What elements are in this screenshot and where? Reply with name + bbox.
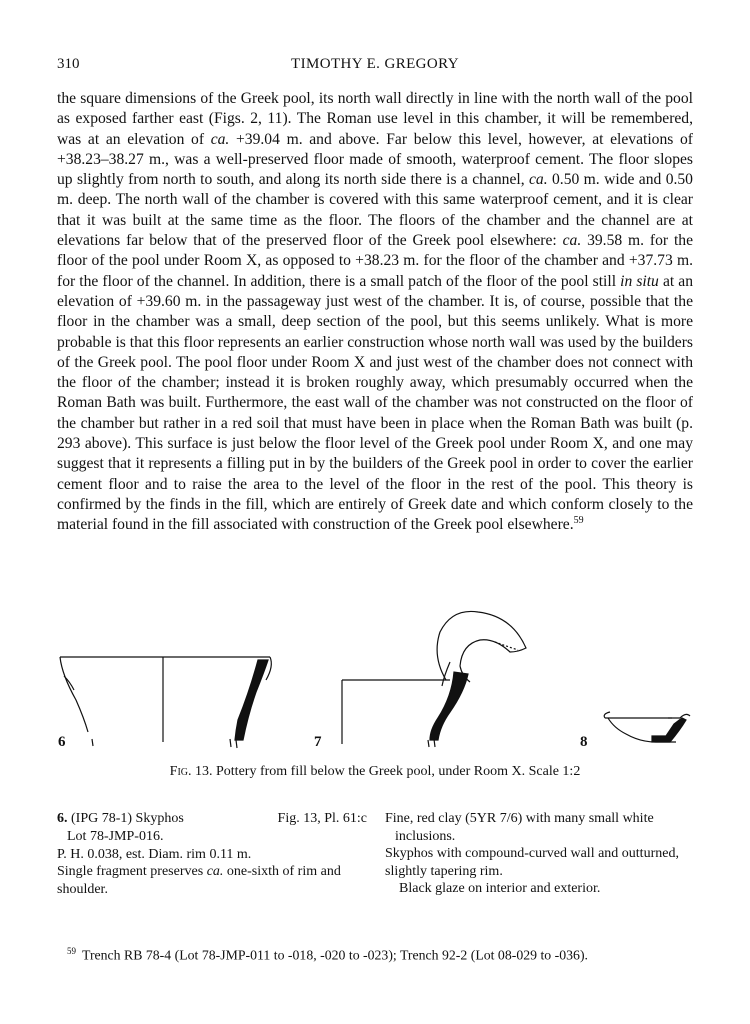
figure-label-8: 8 <box>580 734 588 750</box>
body-text-segment: the square dimensions of the Greek pool, its north wall directly in line with the north wall of the pool as exposed farther east (Figs. 2, 11). The Roman use level in this chamber, it will be remembered, was at an elevation of <box>57 90 693 148</box>
catalog-references: Fig. 13, Pl. 61:c <box>277 811 367 826</box>
page-number: 310 <box>57 56 80 72</box>
figure-caption-prefix: Fig. 13. <box>169 764 213 779</box>
catalog-dimensions: P. H. 0.038, est. Diam. rim 0.11 m. <box>57 846 252 862</box>
catalog-fabric: Fine, red clay (5YR 7/6) with many small white inclusions. <box>385 811 654 844</box>
catalog-shape: Skyphos <box>135 811 184 826</box>
catalog-description: Skyphos with compound-curved wall and outturned, slightly tapering rim. <box>385 846 679 879</box>
header-author: TIMOTHY E. GREGORY <box>291 56 459 72</box>
catalog-lot: Lot 78-JMP-016. <box>67 829 164 844</box>
catalog-left-column <box>57 810 367 898</box>
pottery-drawings <box>40 600 710 760</box>
footnote-text: Trench RB 78-4 (Lot 78-JMP-011 to -018, -020 to -023); Trench 92-2 (Lot 08-029 to -036). <box>82 947 588 963</box>
footnote-number: 59 <box>67 946 76 956</box>
catalog-heading <box>57 810 367 828</box>
catalog-right-column <box>385 810 693 898</box>
footnote-reference: 59 <box>573 515 584 527</box>
body-italic-ca: ca. <box>210 130 230 148</box>
body-text-segment: at an elevation of +39.60 m. in the passageway just west of the chamber. It is, of course, possible that the floor in the chamber was a small, deep section of the pool, but this seems unlikely. What is more probable is that this floor represents an earlier construction whose north wall was used by the builders of the Greek pool. The pool floor under Room X and just west of the chamber does not connect with the floor of the chamber; instead it is broken roughly away, which presumably occurred when the Roman Bath was built. Furthermore, the east wall of the chamber was not constructed on the floor of the chamber but rather in a red soil that must have been in place when the Roman Bath was built (p. 293 above). This surface is just below the floor level of the Greek pool under Room X, and one may suggest that it represents a filling put in by the builders of the Greek pool in order to cover the earlier cement floor and to raise the area to the level of the floor in the rest of the pool. This theory is confirmed by the finds in the fill, which are entirely of Greek date and which conform closely to the material found in the fill associated with construction of the Greek pool elsewhere. <box>57 272 693 534</box>
body-italic-ca: ca. <box>562 232 582 250</box>
footnote <box>67 946 693 964</box>
catalog-number: 6. <box>57 811 68 826</box>
catalog-preservation-text: Single fragment preserves <box>57 864 207 879</box>
drawing-6 <box>60 657 271 748</box>
body-text-segment: +39.04 m. and above. Far below this level, however, at elevations of +38.23–38.27 m., was a well-preserved floor made of smooth, waterproof cement. The floor slopes up slightly from north to south, and along its north side there is a channel, <box>57 130 693 189</box>
figure-label-6: 6 <box>58 734 66 750</box>
catalog-preservation <box>57 863 367 898</box>
body-paragraph <box>57 89 693 536</box>
catalog-preservation-text: one-sixth of rim and shoulder. <box>57 864 341 897</box>
catalog-inventory-id: (IPG 78-1) <box>71 811 133 826</box>
pottery-figure <box>40 600 710 760</box>
catalog-preservation-italic: ca. <box>206 864 224 879</box>
figure-caption-text: Pottery from fill below the Greek pool, under Room X. Scale 1:2 <box>216 764 581 779</box>
figure-label-7: 7 <box>314 734 322 750</box>
catalog-glaze: Black glaze on interior and exterior. <box>399 881 601 896</box>
drawing-7 <box>342 611 526 747</box>
body-italic-in-situ: in situ <box>620 272 659 290</box>
body-text-segment: 39.58 m. for the floor of the pool under Room X, as opposed to +38.23 m. for the floor of the chamber and +37.73 m. for the floor of the channel. In addition, there is a small patch of the floor of the pool still <box>57 232 693 290</box>
body-italic-ca: ca. <box>529 171 548 189</box>
drawing-8 <box>604 712 690 742</box>
body-text-segment: 0.50 m. wide and 0.50 m. deep. The north wall of the chamber is covered with this same waterproof cement, and it is clear that it was built at the same time as the floor. The floors of the chamber and the channel are at elevations far below that of the preserved floor of the Greek pool elsewhere: <box>57 171 693 250</box>
running-head <box>57 56 693 76</box>
figure-caption <box>57 764 693 780</box>
